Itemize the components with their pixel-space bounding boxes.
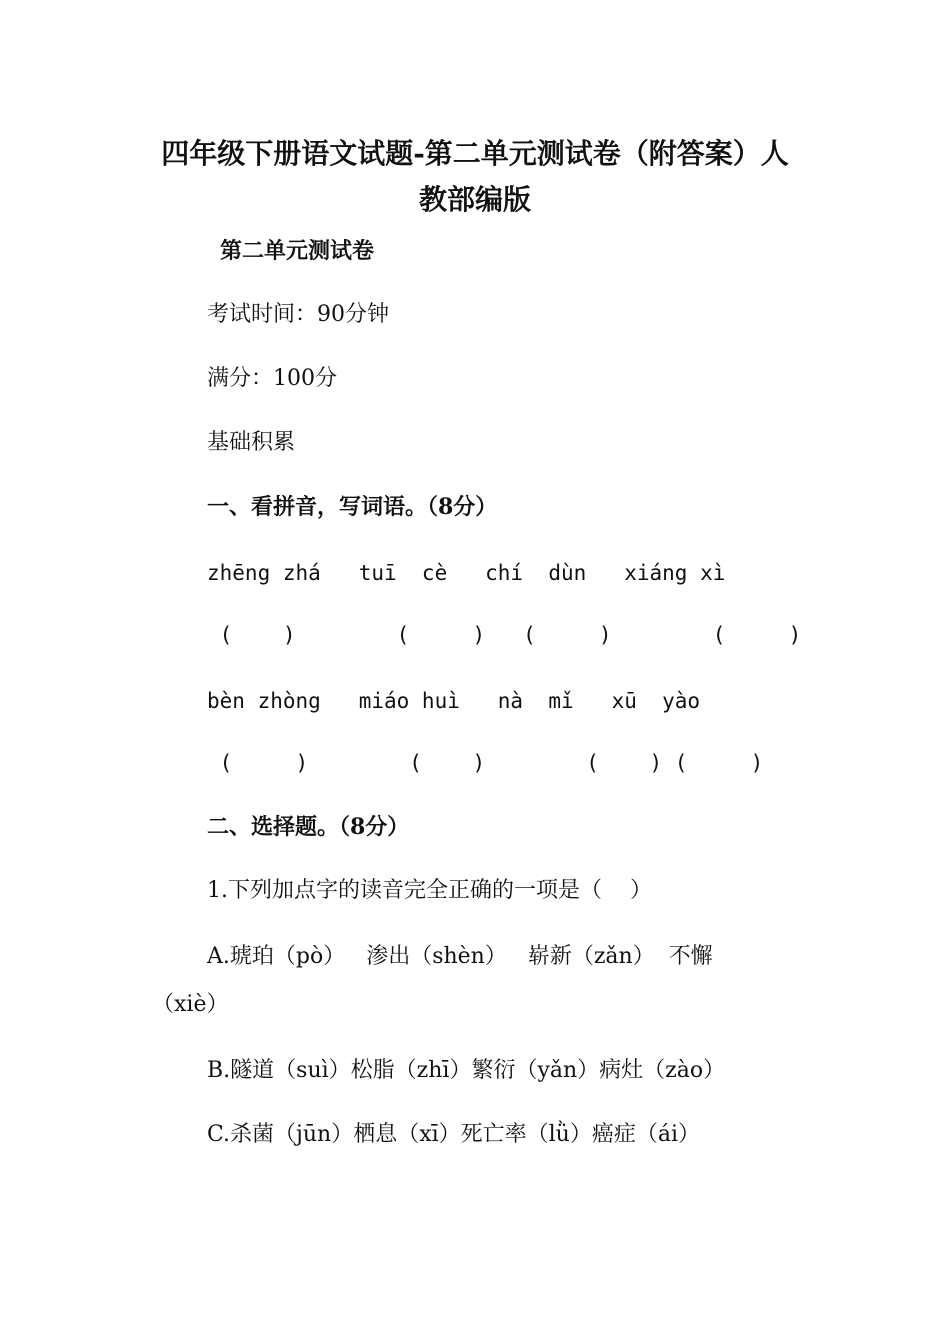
- question2-item1: 1.下列加点字的读音完全正确的一项是（ ）: [207, 878, 652, 903]
- question2-option-c: C.杀菌（jūn）栖息（xī）死亡率（lǜ）癌症（ái）: [207, 1122, 701, 1147]
- document-title-line1: 四年级下册语文试题-第二单元测试卷（附答案）人: [161, 137, 789, 170]
- question1-heading: 一、看拼音，写词语。（8分）: [207, 494, 498, 520]
- section-basic: 基础积累: [207, 430, 296, 455]
- question2-heading: 二、选择题。（8分）: [207, 814, 410, 840]
- question1-pinyin-row1: zhēng zhá tuī cè chí dùn xiáng xì: [207, 561, 726, 585]
- question2-option-a: A.琥珀（pò） 渗出（shèn） 崭新（zǎn） 不懈: [207, 944, 713, 969]
- test-subtitle: 第二单元测试卷: [220, 238, 375, 264]
- exam-time: 考试时间：90分钟: [207, 302, 389, 327]
- question1-blank-row2: ( ) ( ) ( ) ( ): [207, 751, 764, 775]
- full-score: 满分：100分: [207, 366, 337, 391]
- question2-option-b: B.隧道（suì）松脂（zhī）繁衍（yǎn）病灶（zào）: [207, 1058, 726, 1083]
- question1-blank-row1: ( ) ( ) ( ) ( ): [207, 623, 802, 647]
- question1-pinyin-row2: bèn zhòng miáo huì nà mǐ xū yào: [207, 689, 701, 713]
- question2-option-a-continued: （xiè）: [152, 992, 229, 1017]
- document-title-line2: 教部编版: [418, 183, 531, 216]
